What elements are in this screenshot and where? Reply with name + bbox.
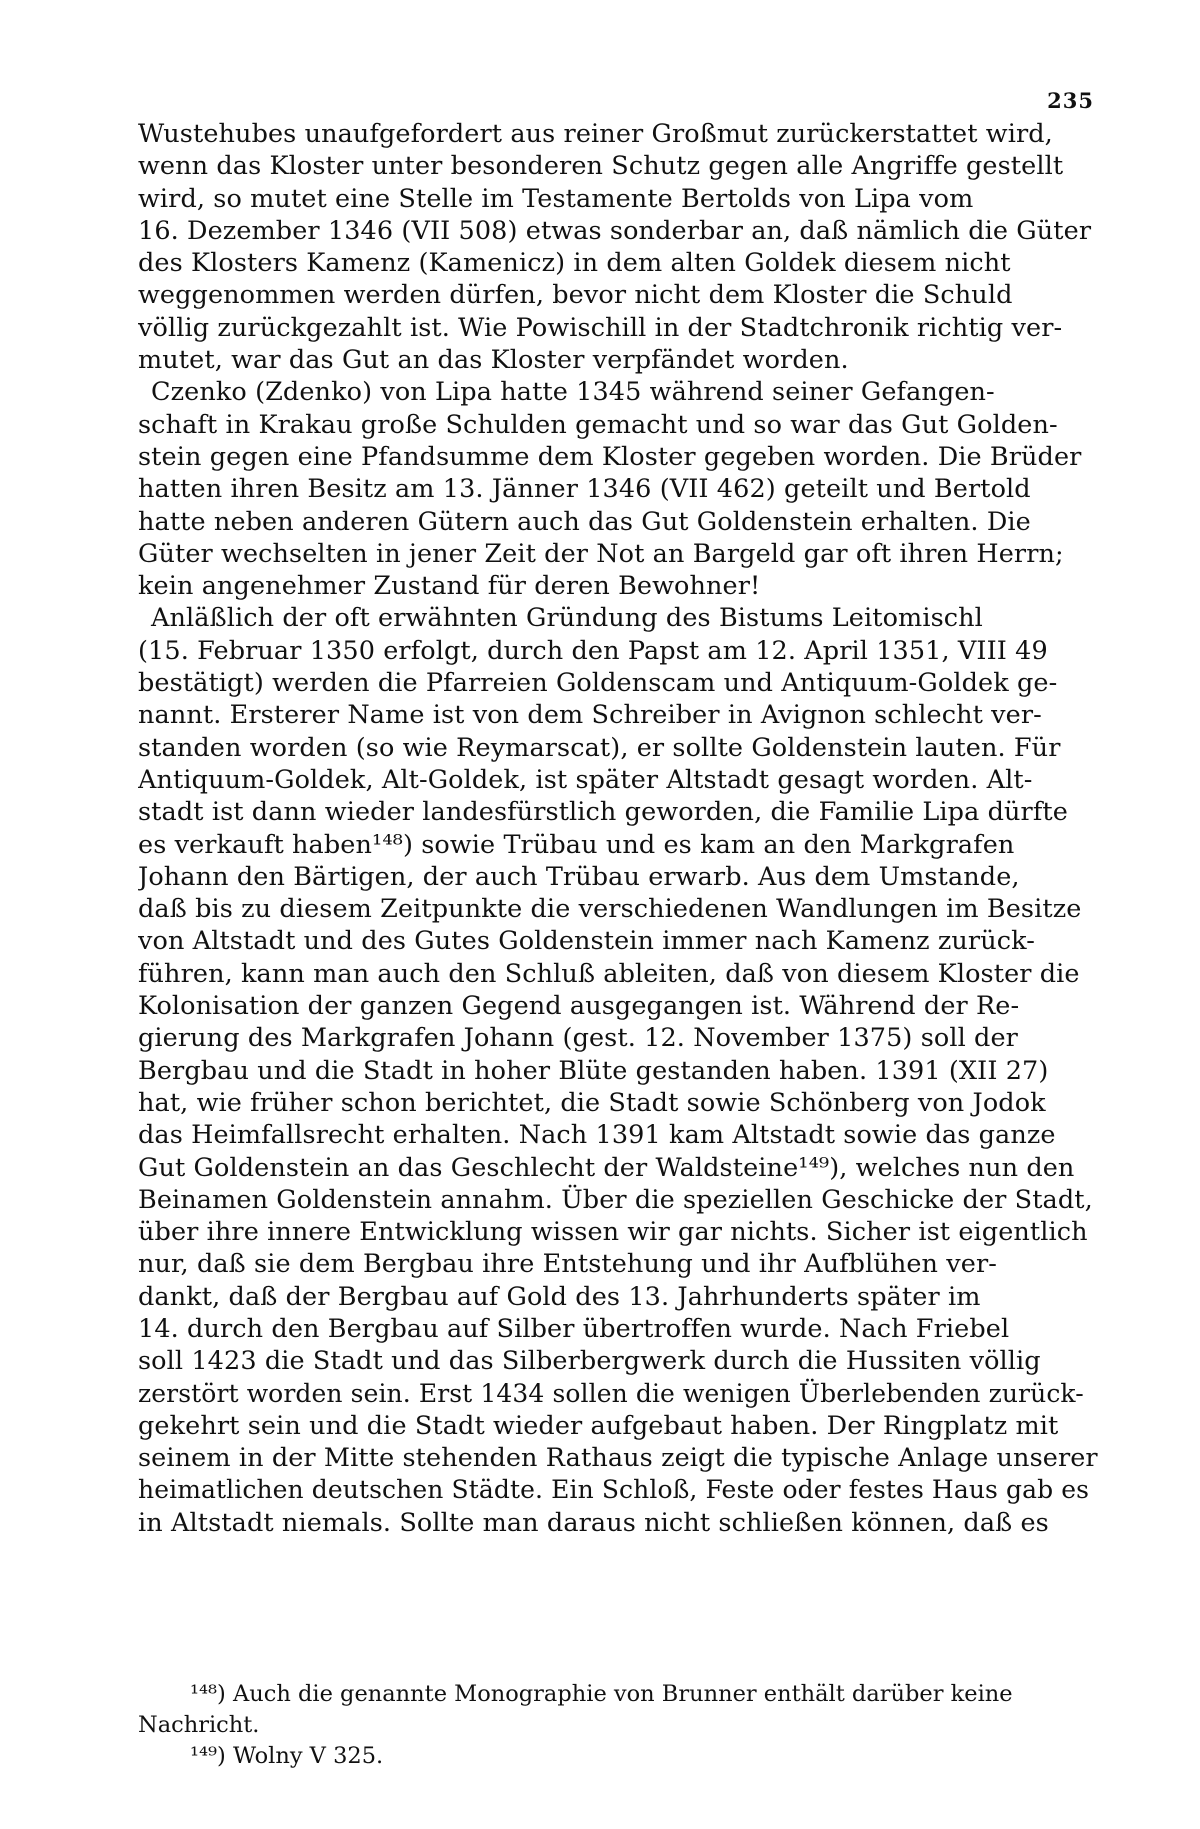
text-line: Anläßlich der oft erwähnten Gründung des Bistums Leitomischl: [151, 603, 983, 634]
footnote-148: ¹⁴⁸) Auch die genannte Monographie von Brunner enthält darüber keine: [190, 1681, 1013, 1707]
text-line: Gut Goldenstein an das Geschlecht der Waldsteine¹⁴⁹), welches nun den: [138, 1152, 1075, 1183]
text-line: Johann den Bärtigen, der auch Trübau erwarb. Aus dem Umstande,: [138, 861, 1020, 892]
text-line: soll 1423 die Stadt und das Silberbergwerk durch die Hussiten völlig: [138, 1346, 1041, 1377]
text-line: von Altstadt und des Gutes Goldenstein immer nach Kamenz zurück-: [138, 926, 1035, 957]
text-line: das Heimfallsrecht erhalten. Nach 1391 kam Altstadt sowie das ganze: [138, 1120, 1056, 1151]
text-line: nur, daß sie dem Bergbau ihre Entstehung und ihr Aufblühen ver-: [138, 1249, 997, 1280]
text-line: zerstört worden sein. Erst 1434 sollen die wenigen Überlebenden zurück-: [138, 1378, 1084, 1408]
text-line: (15. Februar 1350 erfolgt, durch den Papst am 12. April 1351, VIII 49: [138, 635, 1048, 666]
text-line: Antiquum-Goldek, Alt-Goldek, ist später Altstadt gesagt worden. Alt-: [138, 764, 1033, 795]
footnotes: [138, 1679, 1098, 1772]
text-line: 16. Dezember 1346 (VII 508) etwas sonderbar an, daß nämlich die Güter: [138, 215, 1092, 246]
text-line: dankt, daß der Bergbau auf Gold des 13. Jahrhunderts später im: [138, 1281, 981, 1312]
text-line: 14. durch den Bergbau auf Silber übertroffen wurde. Nach Friebel: [138, 1313, 1010, 1344]
text-line: nannt. Ersterer Name ist von dem Schreiber in Avignon schlecht ver-: [138, 700, 1042, 731]
text-line: über ihre innere Entwicklung wissen wir gar nichts. Sicher ist eigentlich: [138, 1217, 1088, 1248]
text-line: Czenko (Zdenko) von Lipa hatte 1345 während seiner Gefangen-: [151, 377, 995, 408]
text-line: heimatlichen deutschen Städte. Ein Schloß, Feste oder festes Haus gab es: [138, 1475, 1090, 1505]
text-line: hatte neben anderen Gütern auch das Gut Goldenstein erhalten. Die: [138, 506, 1031, 537]
footnote-148-continuation: Nachricht.: [138, 1712, 260, 1738]
text-line: Beinamen Goldenstein annahm. Über die speziellen Geschicke der Stadt,: [138, 1184, 1093, 1215]
text-line: schaft in Krakau große Schulden gemacht und so war das Gut Golden-: [138, 409, 1058, 440]
text-line: hatten ihren Besitz am 13. Jänner 1346 (VII 462) geteilt und Bertold: [138, 474, 1031, 505]
text-line: Bergbau und die Stadt in hoher Blüte gestanden haben. 1391 (XII 27): [138, 1055, 1049, 1086]
text-line: es verkauft haben¹⁴⁸) sowie Trübau und es kam an den Markgrafen: [138, 829, 1015, 860]
text-line: seinem in der Mitte stehenden Rathaus zeigt die typische Anlage unserer: [138, 1443, 1098, 1474]
page-number: 235: [1047, 88, 1094, 113]
text-line: standen worden (so wie Reymarscat), er sollte Goldenstein lauten. Für: [138, 732, 1061, 763]
text-line: Kolonisation der ganzen Gegend ausgegangen ist. Während der Re-: [138, 991, 1020, 1022]
body-text: [138, 118, 1098, 1539]
text-line: Güter wechselten in jener Zeit der Not an Bargeld gar oft ihren Herrn;: [138, 538, 1064, 569]
text-line: kein angenehmer Zustand für deren Bewohner!: [138, 571, 761, 602]
text-line: gierung des Markgrafen Johann (gest. 12. November 1375) soll der: [138, 1023, 1018, 1054]
text-line: stein gegen eine Pfandsumme dem Kloster gegeben worden. Die Brüder: [138, 441, 1082, 472]
text-line: bestätigt) werden die Pfarreien Goldenscam und Antiquum-Goldek ge-: [138, 668, 1058, 699]
text-line: wenn das Kloster unter besonderen Schutz gegen alle Angriffe gestellt: [138, 151, 1064, 182]
text-line: völlig zurückgezahlt ist. Wie Powischill in der Stadtchronik richtig ver-: [138, 312, 1063, 343]
text-line: daß bis zu diesem Zeitpunkte die verschiedenen Wandlungen im Besitze: [138, 894, 1082, 925]
text-line: stadt ist dann wieder landesfürstlich geworden, die Familie Lipa dürfte: [138, 797, 1068, 828]
text-line: wird, so mutet eine Stelle im Testamente Bertolds von Lipa vom: [138, 183, 974, 214]
text-line: hat, wie früher schon berichtet, die Stadt sowie Schönberg von Jodok: [138, 1087, 1046, 1118]
text-line: führen, kann man auch den Schluß ableiten, daß von diesem Kloster die: [138, 958, 1080, 989]
text-line: in Altstadt niemals. Sollte man daraus nicht schließen können, daß es: [138, 1507, 1049, 1538]
text-line: des Klosters Kamenz (Kamenicz) in dem alten Goldek diesem nicht: [138, 248, 1011, 279]
footnote-149: ¹⁴⁹) Wolny V 325.: [190, 1743, 384, 1769]
text-line: weggenommen werden dürfen, bevor nicht dem Kloster die Schuld: [138, 280, 1013, 311]
text-line: Wustehubes unaufgefordert aus reiner Großmut zurückerstattet wird,: [138, 119, 1053, 149]
text-line: mutet, war das Gut an das Kloster verpfändet worden.: [138, 345, 849, 376]
text-line: gekehrt sein und die Stadt wieder aufgebaut haben. Der Ringplatz mit: [138, 1410, 1059, 1441]
